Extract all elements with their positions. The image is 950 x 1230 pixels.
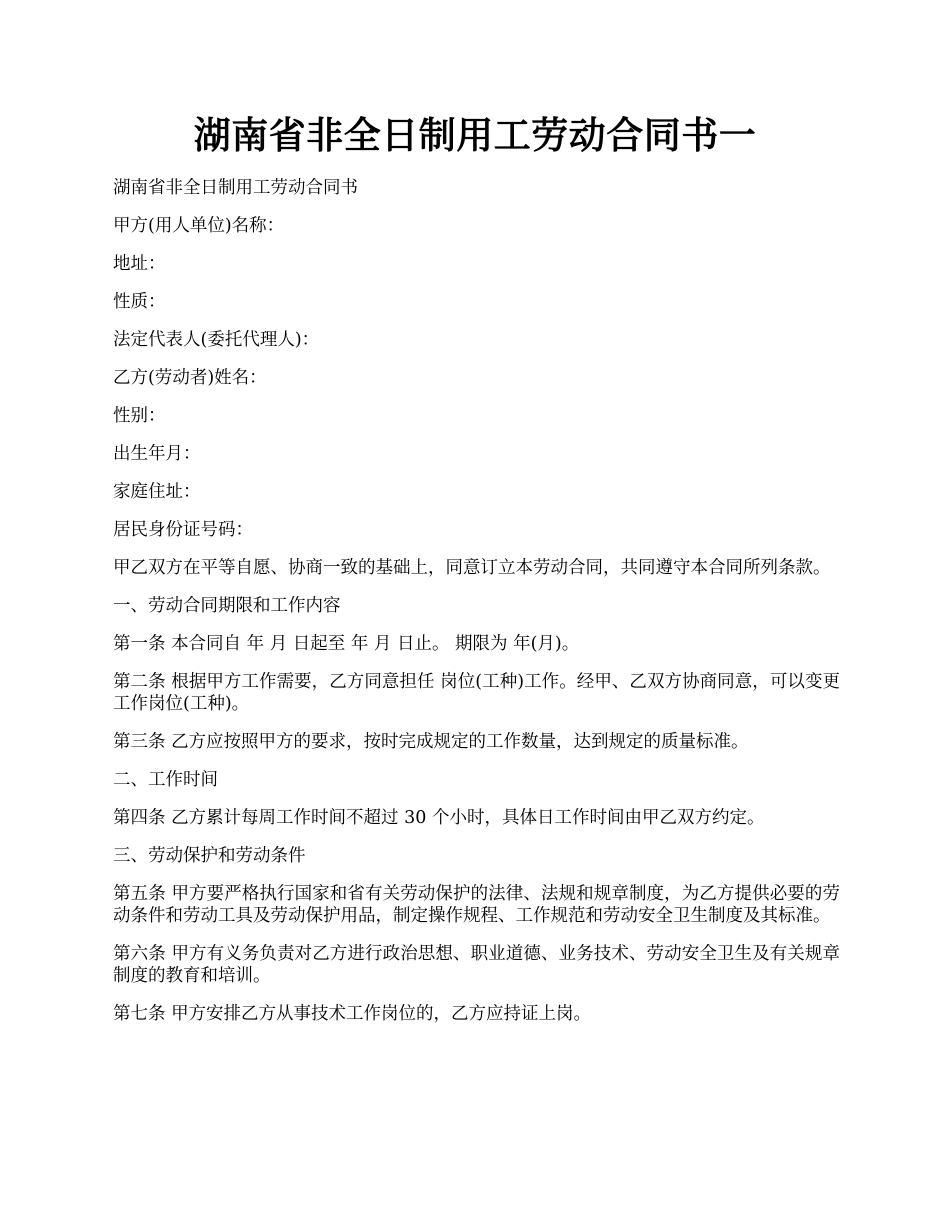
article-3: 第三条 乙方应按照甲方的要求，按时完成规定的工作数量，达到规定的质量标准。: [113, 732, 749, 752]
paragraph-agreement-intro: 甲乙双方在平等自愿、协商一致的基础上，同意订立本劳动合同，共同遵守本合同所列条款。: [113, 558, 831, 578]
document-body: [113, 177, 840, 1041]
paragraph-legal-representative: 法定代表人(委托代理人)：: [113, 330, 320, 350]
paragraph-employer-name: 甲方(用人单位)名称：: [113, 216, 285, 236]
section-heading-working-hours: 二、工作时间: [113, 770, 218, 790]
article-6: 第六条 甲方有义务负责对乙方进行政治思想、职业道德、业务技术、劳动安全卫生及有关规章制度的教育和培训。: [113, 944, 840, 986]
paragraph-employee-name: 乙方(劳动者)姓名：: [113, 368, 267, 388]
article-2: 第二条 根据甲方工作需要，乙方同意担任 岗位(工种)工作。经甲、乙双方协商同意，可以变更工作岗位(工种)。: [113, 672, 840, 714]
paragraph-id-number: 居民身份证号码：: [113, 520, 253, 540]
section-heading-term: 一、劳动合同期限和工作内容: [113, 596, 341, 616]
paragraph-gender: 性别：: [113, 406, 166, 426]
paragraph-nature: 性质：: [113, 292, 166, 312]
article-5: 第五条 甲方要严格执行国家和省有关劳动保护的法律、法规和规章制度，为乙方提供必要的劳动条件和劳动工具及劳动保护用品，制定操作规程、工作规范和劳动安全卫生制度及其标准。: [113, 884, 840, 926]
article-1: 第一条 本合同自 年 月 日起至 年 月 日止。 期限为 年(月)。: [113, 634, 580, 654]
paragraph-birth-date: 出生年月：: [113, 444, 201, 464]
section-heading-labor-protection: 三、劳动保护和劳动条件: [113, 846, 306, 866]
paragraph-home-address: 家庭住址：: [113, 482, 201, 502]
paragraph-subtitle: 湖南省非全日制用工劳动合同书: [113, 178, 358, 198]
article-4: 第四条 乙方累计每周工作时间不超过 30 个小时，具体日工作时间由甲乙双方约定。: [113, 808, 765, 828]
document-title: 湖南省非全日制用工劳动合同书一: [193, 114, 757, 157]
paragraph-address: 地址：: [113, 254, 166, 274]
article-7: 第七条 甲方安排乙方从事技术工作岗位的，乙方应持证上岗。: [113, 1004, 592, 1024]
